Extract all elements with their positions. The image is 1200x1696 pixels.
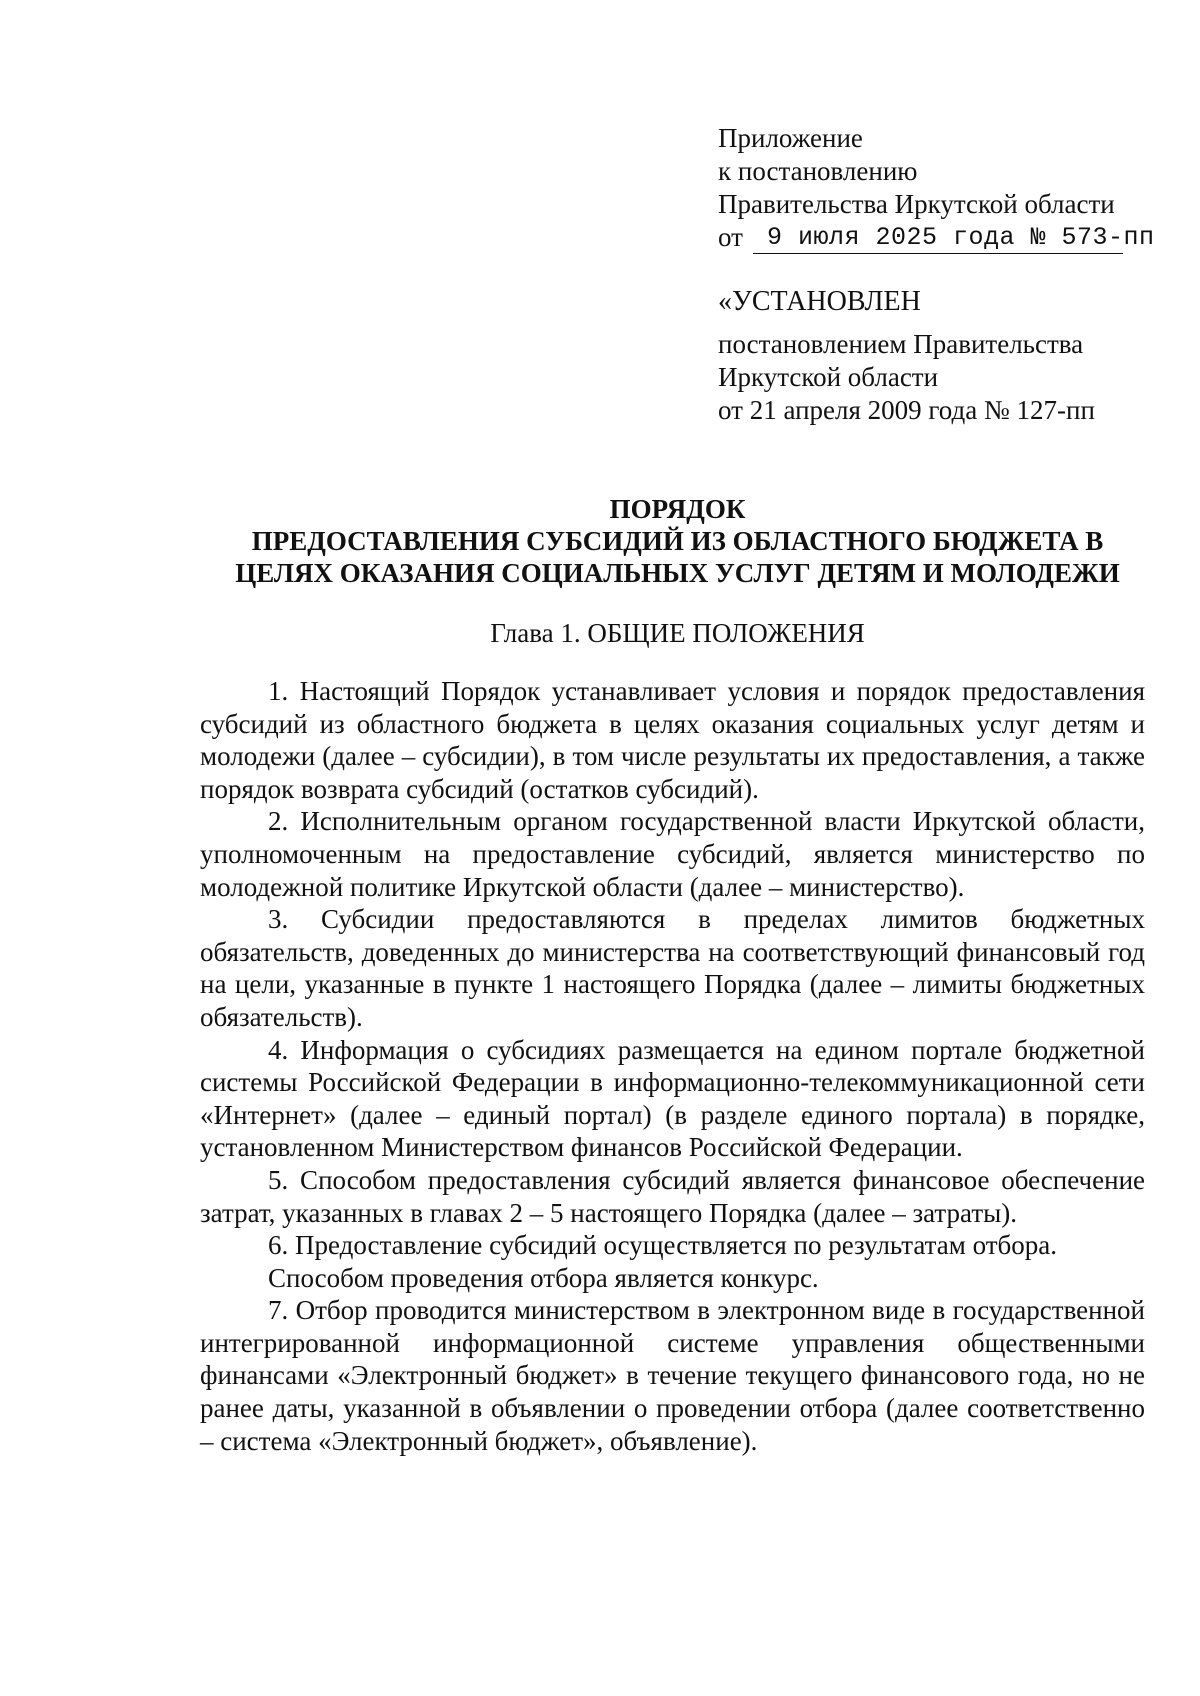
- document-title: [140, 493, 1200, 589]
- appendix-line-2: к постановлению: [718, 156, 918, 186]
- paragraph-6: 6. Предоставление субсидий осуществляется по результатам отбора.: [268, 1230, 1057, 1261]
- appendix-line-1: Приложение: [718, 123, 863, 153]
- approval-heading: «УСТАНОВЛЕН: [718, 286, 921, 317]
- approval-line-2: Иркутской области: [718, 362, 939, 392]
- paragraph-6-continuation: Способом проведения отбора является конкурс.: [268, 1262, 819, 1293]
- appendix-date-prefix: от: [718, 222, 743, 252]
- appendix-line-3: Правительства Иркутской области: [718, 189, 1115, 219]
- approval-line-3: от 21 апреля 2009 года № 127-пп: [718, 395, 1095, 425]
- paragraph-2: 2. Исполнительным органом государственной власти Иркутской области, уполномоченным на предоставление субсидий, является министерство по молодежной политике Иркутской области (далее – министерство).: [200, 806, 1145, 902]
- paragraph-1: 1. Настоящий Порядок устанавливает условия и порядок предоставления субсидий из областного бюджета в целях оказания социальных услуг детям и молодежи (далее – субсидии), в том числе результаты их предоставления, а также порядок возврата субсидий (остатков субсидий).: [200, 676, 1145, 804]
- chapter-heading: Глава 1. ОБЩИЕ ПОЛОЖЕНИЯ: [490, 618, 865, 648]
- document-body: [200, 675, 1145, 1457]
- appendix-date-value: 9 июля 2025 года № 573-пп: [753, 223, 1123, 254]
- paragraph-3: 3. Субсидии предоставляются в пределах лимитов бюджетных обязательств, доведенных до министерства на соответствующий финансовый год на цели, указанные в пункте 1 настоящего Порядка (далее – лимиты бюджетных обязательств).: [200, 904, 1145, 1032]
- paragraph-7: 7. Отбор проводится министерством в электронном виде в государственной интегрированной информационной системе управления общественными финансами «Электронный бюджет» в течение текущего финансового года, но не ранее даты, указанной в объявлении о проведении отбора (далее соответственно – система «Электронный бюджет», объявление).: [200, 1295, 1145, 1456]
- appendix-block: [718, 122, 1155, 254]
- title-line-1: ПОРЯДОК: [609, 494, 746, 524]
- title-line-2: ПРЕДОСТАВЛЕНИЯ СУБСИДИЙ ИЗ ОБЛАСТНОГО БЮДЖЕТА В: [251, 526, 1104, 556]
- paragraph-5: 5. Способом предоставления субсидий является финансовое обеспечение затрат, указанных в главах 2 – 5 настоящего Порядка (далее – затраты).: [200, 1164, 1145, 1228]
- appendix-date-line: [718, 221, 1155, 254]
- title-line-3: ЦЕЛЯХ ОКАЗАНИЯ СОЦИАЛЬНЫХ УСЛУГ ДЕТЯМ И МОЛОДЕЖИ: [235, 558, 1120, 588]
- approval-line-1: постановлением Правительства: [718, 329, 1084, 359]
- paragraph-4: 4. Информация о субсидиях размещается на едином портале бюджетной системы Российской Федерации в информационно-телекоммуникационной сети «Интернет» (далее – единый портал) (в разделе единого портала) в порядке, установленном Министерством финансов Российской Федерации.: [200, 1034, 1145, 1163]
- approval-block: [718, 285, 1158, 427]
